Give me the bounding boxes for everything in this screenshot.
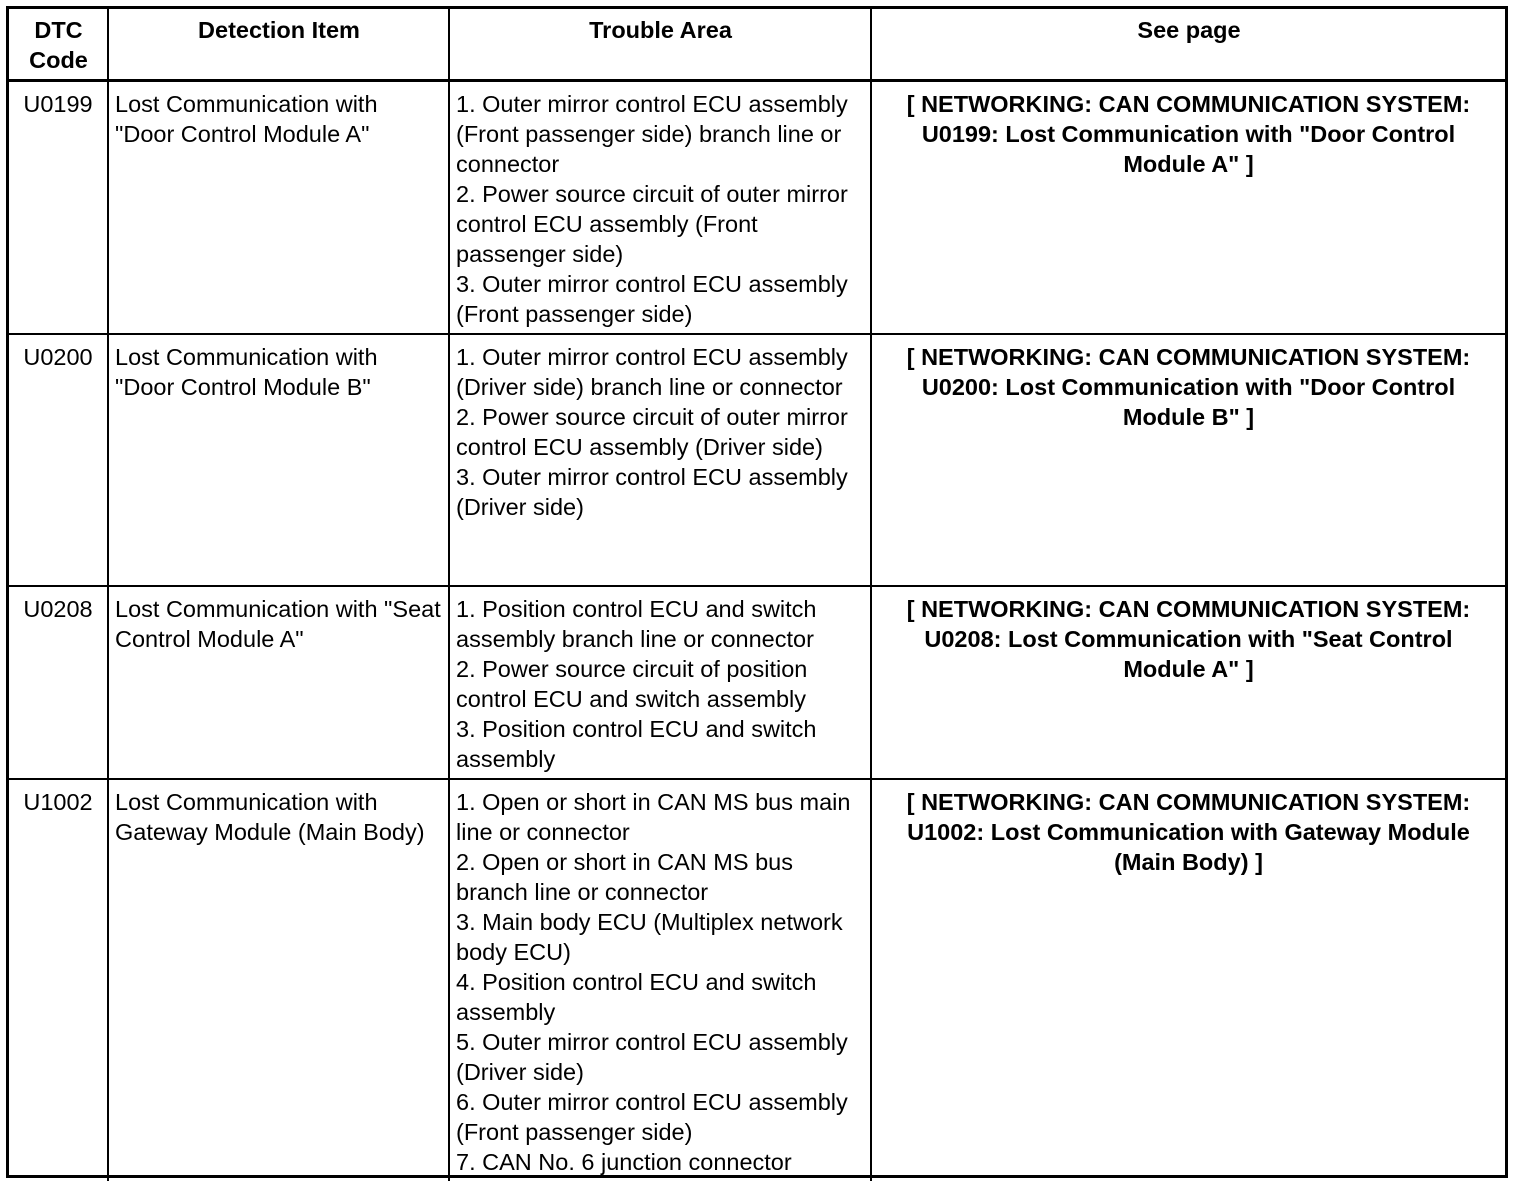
detection-item-cell: Lost Communication with "Seat Control Module A" [108, 586, 449, 779]
trouble-item: 6. Outer mirror control ECU assembly (Front passenger side) [456, 1089, 848, 1145]
see-page-link[interactable]: [ NETWORKING: CAN COMMUNICATION SYSTEM: U0200: Lost Communication with "Door Control Module B" ] [871, 334, 1505, 586]
detection-item-cell: Lost Communication with "Door Control Module B" [108, 334, 449, 586]
dtc-table [9, 9, 1505, 1181]
trouble-item: 2. Power source circuit of position control ECU and switch assembly [456, 656, 808, 712]
trouble-item: 4. Position control ECU and switch assembly [456, 969, 817, 1025]
table-header-row [9, 9, 1505, 81]
trouble-item: 1. Outer mirror control ECU assembly (Driver side) branch line or connector [456, 344, 848, 400]
detection-item-cell: Lost Communication with Gateway Module (Main Body) [108, 779, 449, 1181]
trouble-item: 2. Power source circuit of outer mirror control ECU assembly (Front passenger side) [456, 181, 848, 267]
dtc-code-cell: U0199 [9, 81, 108, 335]
header-detection-item: Detection Item [108, 9, 449, 81]
table-row [9, 779, 1505, 1181]
table-row [9, 81, 1505, 335]
trouble-item: 1. Open or short in CAN MS bus main line or connector [456, 789, 851, 845]
dtc-table-frame [6, 6, 1508, 1178]
trouble-item: 3. Outer mirror control ECU assembly (Driver side) [456, 464, 848, 520]
see-page-link[interactable]: [ NETWORKING: CAN COMMUNICATION SYSTEM: U0208: Lost Communication with "Seat Control Module A" ] [871, 586, 1505, 779]
trouble-item: 1. Outer mirror control ECU assembly (Front passenger side) branch line or connector [456, 91, 848, 177]
trouble-item: 3. Main body ECU (Multiplex network body ECU) [456, 909, 843, 965]
trouble-item: 5. Outer mirror control ECU assembly (Driver side) [456, 1029, 848, 1085]
dtc-code-cell: U0200 [9, 334, 108, 586]
trouble-item: 7. CAN No. 6 junction connector [456, 1149, 792, 1175]
trouble-item: 2. Open or short in CAN MS bus branch line or connector [456, 849, 793, 905]
dtc-code-cell: U1002 [9, 779, 108, 1181]
table-row [9, 586, 1505, 779]
trouble-area-cell [449, 81, 871, 335]
trouble-item: 3. Outer mirror control ECU assembly (Front passenger side) [456, 271, 848, 327]
trouble-item: 3. Position control ECU and switch assembly [456, 716, 817, 772]
trouble-area-cell [449, 586, 871, 779]
trouble-item: 2. Power source circuit of outer mirror control ECU assembly (Driver side) [456, 404, 848, 460]
header-dtc-code: DTC Code [9, 9, 108, 81]
header-trouble-area: Trouble Area [449, 9, 871, 81]
dtc-code-cell: U0208 [9, 586, 108, 779]
see-page-link[interactable]: [ NETWORKING: CAN COMMUNICATION SYSTEM: U0199: Lost Communication with "Door Control Module A" ] [871, 81, 1505, 335]
table-row [9, 334, 1505, 586]
trouble-item: 1. Position control ECU and switch assembly branch line or connector [456, 596, 817, 652]
trouble-area-cell [449, 779, 871, 1181]
see-page-link[interactable]: [ NETWORKING: CAN COMMUNICATION SYSTEM: U1002: Lost Communication with Gateway Module (Main Body) ] [871, 779, 1505, 1181]
trouble-area-cell [449, 334, 871, 586]
header-see-page: See page [871, 9, 1505, 81]
detection-item-cell: Lost Communication with "Door Control Module A" [108, 81, 449, 335]
